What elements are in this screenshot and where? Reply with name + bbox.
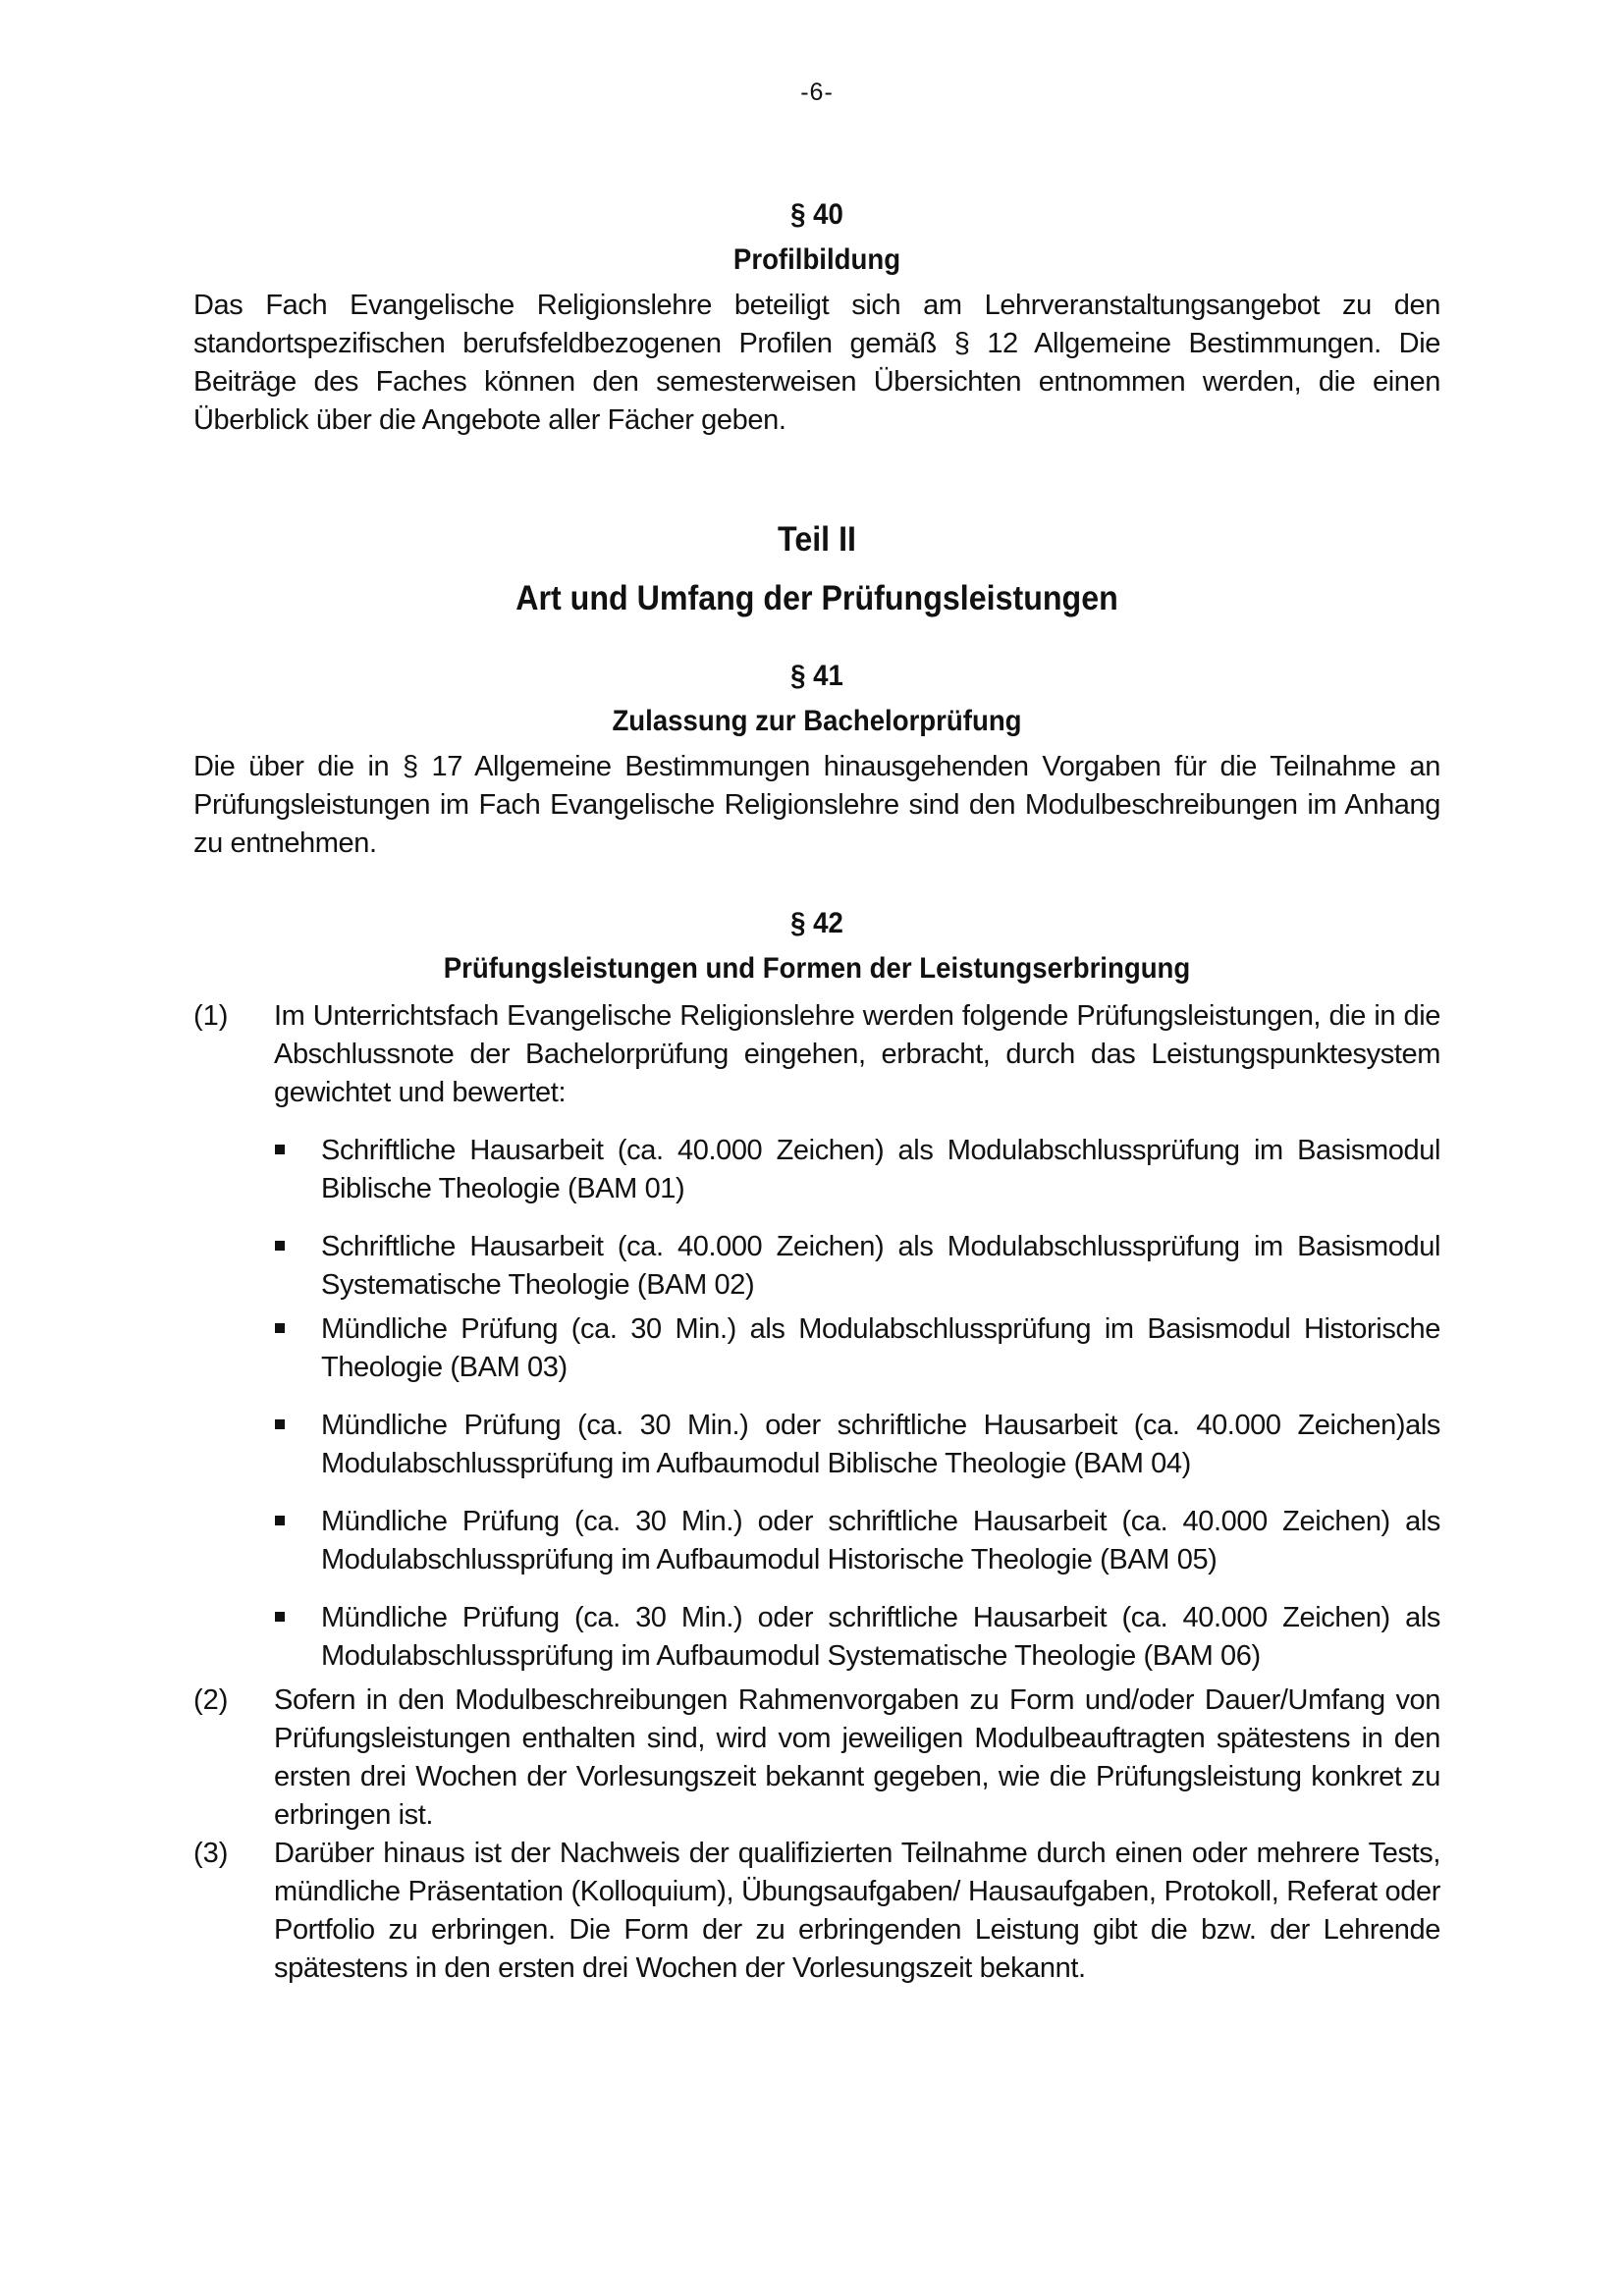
- list-item-text: Mündliche Prüfung (ca. 30 Min.) oder schriftliche Hausarbeit (ca. 40.000 Zeichen)als Modulabschlussprüfung im Aufbaumodul Biblische Theologie (BAM 04): [321, 1410, 1440, 1479]
- part-2-heading: [193, 510, 1440, 628]
- item-number: (2): [193, 1684, 229, 1716]
- list-item: [193, 1228, 1440, 1305]
- list-item-text: Mündliche Prüfung (ca. 30 Min.) oder schriftliche Hausarbeit (ca. 40.000 Zeichen) als Modulabschlussprüfung im Aufbaumodul Historische Theologie (BAM 05): [321, 1506, 1440, 1575]
- section-40-text: Das Fach Evangelische Religionslehre beteiligt sich am Lehrveranstaltungsangebot zu den standortspezifischen berufsfeldbezogenen Profilen gemäß § 12 Allgemeine Bestimmungen. Die Beiträge des Faches können den semesterweisen Übersichten entnommen werden, die einen Überblick über die Angebote aller Fächer geben.: [193, 290, 1440, 436]
- bullet-icon: [275, 1612, 285, 1622]
- section-40: [193, 192, 1440, 440]
- bullet-icon: [275, 1323, 285, 1333]
- list-item: [193, 1310, 1440, 1387]
- page-number: -6-: [800, 79, 834, 106]
- section-42-item-1: [193, 997, 1440, 1112]
- section-41-text: Die über die in § 17 Allgemeine Bestimmungen hinausgehenden Vorgaben für die Teilnahme an Prüfungsleistungen im Fach Evangelische Religionslehre sind den Modulbeschreibungen im Anhang zu entnehmen.: [193, 751, 1440, 859]
- section-42-item-2: [193, 1682, 1440, 1835]
- bullet-icon: [275, 1419, 285, 1429]
- part-2-title: Art und Umfang der Prüfungsleistungen: [515, 579, 1118, 617]
- section-42: [193, 901, 1440, 1988]
- section-41-number: § 41: [790, 660, 843, 692]
- list-item: [193, 1599, 1440, 1676]
- exam-list: [193, 1132, 1440, 1676]
- section-42-item-3: [193, 1835, 1440, 1988]
- list-item-text: Schriftliche Hausarbeit (ca. 40.000 Zeichen) als Modulabschlussprüfung im Basismodul Systematische Theologie (BAM 02): [321, 1231, 1440, 1301]
- item-number: (1): [193, 1000, 229, 1032]
- list-item-text: Mündliche Prüfung (ca. 30 Min.) als Modulabschlussprüfung im Basismodul Historische Theologie (BAM 03): [321, 1313, 1440, 1383]
- section-40-number: § 40: [790, 198, 843, 231]
- section-41: [193, 654, 1440, 863]
- item-text: Darüber hinaus ist der Nachweis der qualifizierten Teilnahme durch einen oder mehrere Tests, mündliche Präsentation (Kolloquium), Übungsaufgaben/ Hausaufgaben, Protokoll, Referat oder Portfolio zu erbringen. Die Form der zu erbringenden Leistung gibt die bzw. der Lehrende spätestens in den ersten drei Wochen der Vorlesungszeit bekannt.: [274, 1838, 1440, 1984]
- bullet-icon: [275, 1145, 285, 1154]
- item-text: Sofern in den Modulbeschreibungen Rahmenvorgaben zu Form und/oder Dauer/Umfang von Prüfungsleistungen enthalten sind, wird vom jeweiligen Modulbeauftragten spätestens in den ersten drei Wochen der Vorlesungszeit bekannt gegeben, wie die Prüfungsleistung konkret zu erbringen ist.: [274, 1684, 1440, 1831]
- list-item: [193, 1503, 1440, 1579]
- section-42-title: Prüfungsleistungen und Formen der Leistungserbringung: [443, 952, 1191, 985]
- list-item-text: Mündliche Prüfung (ca. 30 Min.) oder schriftliche Hausarbeit (ca. 40.000 Zeichen) als Modulabschlussprüfung im Aufbaumodul Systematische Theologie (BAM 06): [321, 1602, 1440, 1672]
- section-42-number: § 42: [790, 907, 843, 939]
- list-item: [193, 1132, 1440, 1208]
- bullet-icon: [275, 1241, 285, 1251]
- part-2-label: Teil II: [778, 520, 856, 559]
- section-41-title: Zulassung zur Bachelorprüfung: [612, 705, 1022, 737]
- section-40-title: Profilbildung: [732, 243, 901, 276]
- item-text: Im Unterrichtsfach Evangelische Religionslehre werden folgende Prüfungsleistungen, die in die Abschlussnote der Bachelorprüfung eingehen, erbracht, durch das Leistungspunktesystem gewichtet und bewertet:: [274, 1000, 1440, 1108]
- list-item-text: Schriftliche Hausarbeit (ca. 40.000 Zeichen) als Modulabschlussprüfung im Basismodul Biblische Theologie (BAM 01): [321, 1135, 1440, 1204]
- bullet-icon: [275, 1516, 285, 1525]
- list-item: [193, 1407, 1440, 1483]
- item-number: (3): [193, 1838, 229, 1869]
